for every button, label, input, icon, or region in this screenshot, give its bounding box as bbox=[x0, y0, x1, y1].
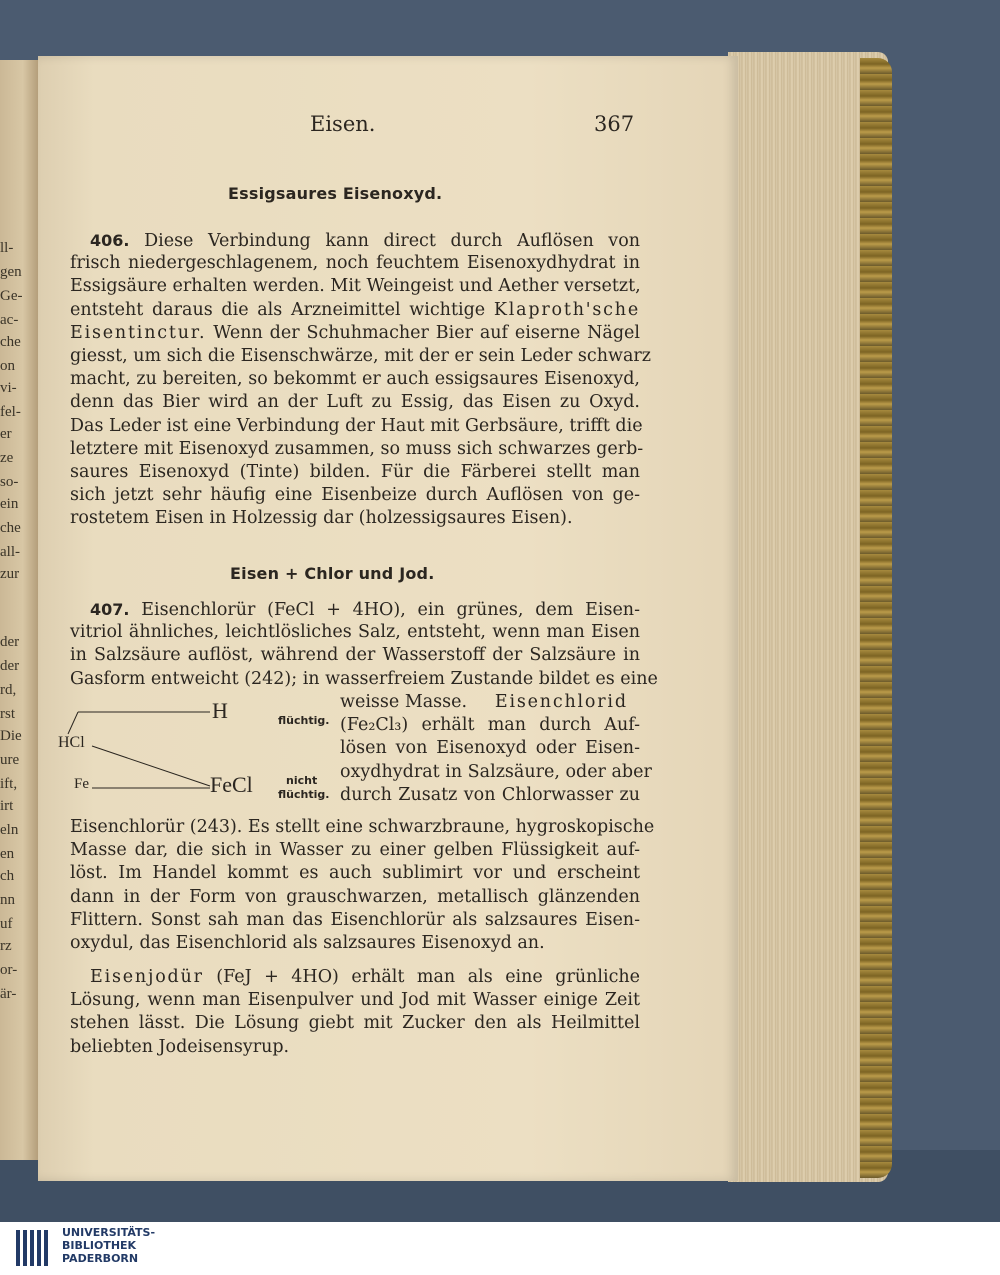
paragraph-407-continued bbox=[70, 816, 655, 955]
text-line: 406. Diese Verbindung kann direct durch Auflösen von bbox=[90, 231, 640, 251]
text-line: macht, zu bereiten, so bekommt er auch essigsaures Eisenoxyd, bbox=[70, 369, 640, 390]
text-line: beliebten Jodeisensyrup. bbox=[70, 1036, 290, 1057]
text-line: Eisentinctur. Wenn der Schuhmacher Bier auf eiserne Nägel bbox=[70, 322, 640, 343]
text-line: oxydul, das Eisenchlorid als salzsaures Eisenoxyd an. bbox=[70, 932, 545, 953]
left-page-text-fragment: är- bbox=[0, 986, 17, 1002]
diagram-label-h: H bbox=[212, 698, 228, 723]
left-page-text-fragment: rst bbox=[0, 706, 15, 722]
diagram-line-cl bbox=[92, 746, 210, 786]
left-page-text-fragment: ll- bbox=[0, 240, 14, 256]
library-name-line3: PADERBORN bbox=[62, 1252, 139, 1265]
text-line: löst. Im Handel kommt es auch sublimirt vor und erscheint bbox=[70, 863, 640, 884]
book-spine bbox=[860, 58, 892, 1178]
diagram-label-nicht: nicht bbox=[286, 774, 318, 787]
left-page-text-fragment: ure bbox=[0, 752, 20, 768]
text-line: denn das Bier wird an der Luft zu Essig, das Eisen zu Oxyd. bbox=[70, 392, 640, 413]
section-heading-essigsaures: Essigsaures Eisenoxyd. bbox=[228, 184, 443, 203]
text-line: Masse dar, die sich in Wasser zu einer gelben Flüssigkeit auf- bbox=[70, 840, 640, 861]
left-page-text-fragment: en bbox=[0, 846, 15, 862]
section-heading-eisen-chlor-jod: Eisen + Chlor und Jod. bbox=[230, 564, 435, 583]
left-page-text-fragment: der bbox=[0, 634, 20, 650]
paragraph-407 bbox=[70, 598, 658, 691]
text-line: Gasform entweicht (242); in wasserfreiem Zustande bildet es eine bbox=[70, 668, 658, 689]
text-line: stehen lässt. Die Lösung giebt mit Zucker den als Heilmittel bbox=[70, 1013, 640, 1034]
page-header bbox=[38, 112, 738, 146]
diagram-label-fecl: FeCl bbox=[210, 772, 253, 797]
text-line: sich jetzt sehr häufig eine Eisenbeize durch Auflösen von ge- bbox=[70, 485, 640, 506]
left-page-text-fragment: gen bbox=[0, 264, 22, 280]
paragraph-number: 407. bbox=[90, 600, 130, 619]
book-page bbox=[38, 56, 738, 1181]
paragraph-eisenjodur bbox=[70, 966, 640, 1059]
running-head: Eisen. bbox=[310, 112, 376, 136]
library-footer bbox=[0, 1222, 1000, 1275]
text-line: in Salzsäure auflöst, während der Wasserstoff der Salzsäure in bbox=[70, 645, 640, 666]
left-page-text-fragment: fel- bbox=[0, 404, 21, 420]
left-page-text-fragment: ch bbox=[0, 868, 15, 884]
left-page-text-fragment: der bbox=[0, 658, 20, 674]
text-line: durch Zusatz von Chlorwasser zu bbox=[340, 784, 640, 805]
diagram-label-nicht-fluchtig: flüchtig. bbox=[278, 788, 330, 801]
paragraph-407-side bbox=[340, 691, 652, 807]
left-page-text-fragment: all- bbox=[0, 544, 20, 560]
left-page-text-fragment: eln bbox=[0, 822, 19, 838]
left-page-text-fragment: Ge- bbox=[0, 288, 23, 304]
text-line: lösen von Eisenoxyd oder Eisen- bbox=[340, 738, 640, 759]
text-line: saures Eisenoxyd (Tinte) bilden. Für die Färberei stellt man bbox=[70, 461, 640, 482]
left-page-fragment bbox=[0, 60, 38, 1160]
left-page-text-fragment: er bbox=[0, 426, 12, 442]
text-line: Lösung, wenn man Eisenpulver und Jod mit Wasser einige Zeit bbox=[70, 990, 640, 1011]
left-page-text-fragment: che bbox=[0, 520, 21, 536]
text-line: Flittern. Sonst sah man das Eisenchlorür als salzsaures Eisen- bbox=[70, 909, 640, 930]
page-number: 367 bbox=[594, 112, 635, 136]
text-line: dann in der Form von grauschwarzen, metallisch glänzenden bbox=[70, 886, 640, 907]
left-page-text-fragment: so- bbox=[0, 474, 19, 490]
left-page-text-fragment: uf bbox=[0, 916, 13, 932]
library-name bbox=[62, 1226, 155, 1265]
text-line: letztere mit Eisenoxyd zusammen, so muss sich schwarzes gerb- bbox=[70, 438, 644, 459]
left-page-text-fragment: ift, bbox=[0, 776, 18, 792]
paragraph-406 bbox=[70, 229, 651, 530]
left-page-text-fragment: zur bbox=[0, 566, 20, 582]
text-line: Eisenchlorür (243). Es stellt eine schwarzbraune, hygroskopische bbox=[70, 817, 655, 837]
text-line: frisch niedergeschlagenem, noch feuchtem Eisenoxydhydrat in bbox=[70, 253, 640, 274]
text-line: 407. Eisenchlorür (FeCl + 4HO), ein grünes, dem Eisen- bbox=[90, 600, 640, 620]
diagram-label-fe: Fe bbox=[74, 776, 89, 792]
left-page-text-fragment: or- bbox=[0, 962, 18, 978]
left-page-text-fragment: che bbox=[0, 334, 21, 350]
left-page-text-fragment: ze bbox=[0, 450, 14, 466]
text-line: weisse Masse. Eisenchlorid bbox=[340, 692, 628, 712]
text-line: Essigsäure erhalten werden. Mit Weingeist und Aether versetzt, bbox=[70, 276, 641, 297]
diagram-line-hcl-up bbox=[68, 712, 78, 734]
text-line: vitriol ähnliches, leichtlösliches Salz, entsteht, wenn man Eisen bbox=[70, 622, 640, 643]
left-page-text-fragment: rd, bbox=[0, 682, 17, 698]
left-page-text-fragment: nn bbox=[0, 892, 15, 908]
text-line: entsteht daraus die als Arzneimittel wichtige Klaproth'sche bbox=[70, 299, 640, 320]
library-name-line2: BIBLIOTHEK bbox=[62, 1239, 137, 1252]
left-page-text-fragment: vi- bbox=[0, 380, 17, 396]
left-page-text-fragment: irt bbox=[0, 798, 14, 814]
text-line: (Fe₂Cl₃) erhält man durch Auf- bbox=[340, 715, 640, 736]
diagram-label-fluchtig: flüchtig. bbox=[278, 714, 330, 727]
left-page-text-fragment: ein bbox=[0, 496, 19, 512]
left-page-text-fragment: ac- bbox=[0, 312, 19, 328]
reaction-diagram bbox=[58, 696, 338, 816]
left-page-text-fragment: on bbox=[0, 358, 15, 374]
text-line: giesst, um sich die Eisenschwärze, mit der er sein Leder schwarz bbox=[70, 345, 651, 366]
paragraph-number: 406. bbox=[90, 231, 130, 250]
text-line: Eisenjodür (FeJ + 4HO) erhält man als eine grünliche bbox=[90, 967, 640, 987]
text-line: rostetem Eisen in Holzessig dar (holzessigsaures Eisen). bbox=[70, 508, 573, 529]
library-logo-icon bbox=[16, 1228, 52, 1268]
left-page-text-fragment: Die bbox=[0, 728, 22, 744]
library-name-line1: UNIVERSITÄTS- bbox=[62, 1226, 156, 1239]
left-page-text-fragment: rz bbox=[0, 938, 12, 954]
text-line: oxydhydrat in Salzsäure, oder aber bbox=[340, 761, 652, 782]
diagram-label-hcl: HCl bbox=[58, 734, 85, 751]
text-line: Das Leder ist eine Verbindung der Haut mit Gerbsäure, trifft die bbox=[70, 415, 643, 436]
